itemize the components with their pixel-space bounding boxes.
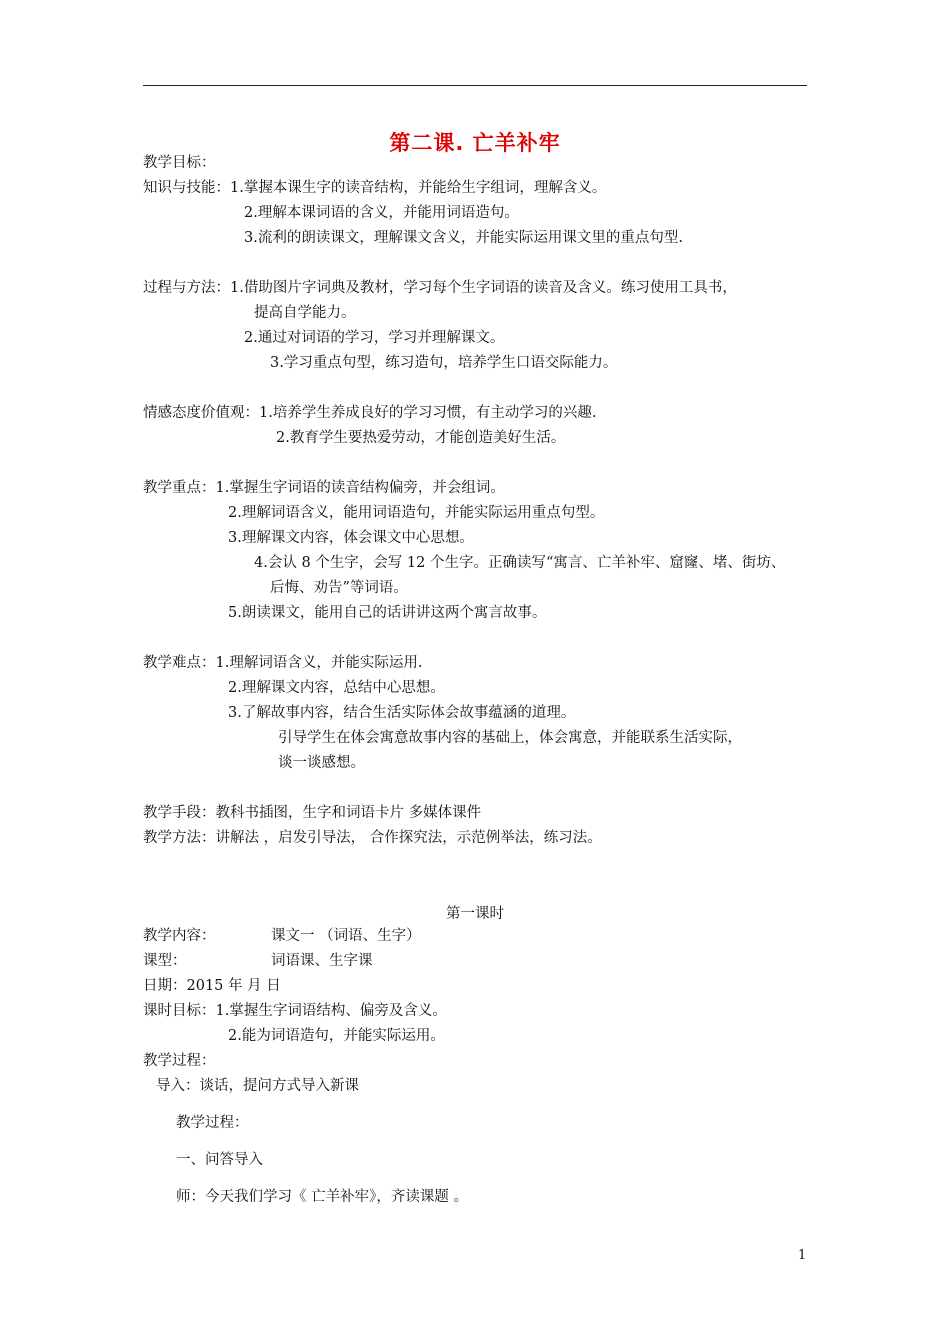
intro-line: 导入：谈话，提问方式导入新课 bbox=[156, 1078, 359, 1094]
emotion-line: 情感态度价值观：1.培养学生养成良好的学习习惯，有主动学习的兴趣. bbox=[143, 405, 597, 421]
content-label: 教学内容： bbox=[143, 928, 216, 944]
difficulty-line: 谈一谈感想。 bbox=[278, 755, 365, 771]
knowledge-line: 知识与技能：1.掌握本课生字的读音结构，并能给生字组词，理解含义。 bbox=[143, 180, 607, 196]
knowledge-line: 2.理解本课词语的含义，并能用词语造句。 bbox=[244, 205, 519, 221]
goal-line: 2.能为词语造句，并能实际运用。 bbox=[228, 1028, 445, 1044]
key-point-line: 教学重点：1.掌握生字词语的读音结构偏旁，并会组词。 bbox=[143, 480, 505, 496]
key-point-line: 2.理解词语含义，能用词语造句，并能实际运用重点句型。 bbox=[228, 505, 605, 521]
difficulty-line: 3.了解故事内容，结合生活实际体会故事蕴涵的道理。 bbox=[228, 705, 576, 721]
process-line: 过程与方法：1.借助图片字词典及教材，学习每个生字词语的读音及含义。练习使用工具书， bbox=[143, 280, 737, 296]
content-value: 课文一 （词语、生字） bbox=[271, 928, 421, 944]
process-heading-2: 教学过程： bbox=[176, 1115, 249, 1131]
page-number: 1 bbox=[798, 1248, 807, 1263]
teaching-methods: 教学方法：讲解法 ，启发引导法， 合作探究法，示范例举法，练习法。 bbox=[143, 830, 602, 846]
process-line: 2.通过对词语的学习，学习并理解课文。 bbox=[244, 330, 505, 346]
goal-line: 课时目标：1.掌握生字词语结构、偏旁及含义。 bbox=[143, 1003, 447, 1019]
type-value: 词语课、生字课 bbox=[271, 953, 373, 969]
key-point-line: 4.会认 8 个生字，会写 12 个生字。正确读写“寓言、亡羊补牢、窟窿、堵、街坊、 bbox=[254, 555, 786, 571]
process-line: 提高自学能力。 bbox=[254, 305, 356, 321]
difficulty-line: 教学难点：1.理解词语含义，并能实际运用. bbox=[143, 655, 423, 671]
key-point-line: 5.朗读课文，能用自己的话讲讲这两个寓言故事。 bbox=[228, 605, 547, 621]
date-line: 日期：2015 年 月 日 bbox=[143, 978, 281, 994]
lesson-heading: 第一课时 bbox=[446, 906, 504, 922]
teacher-line: 师：今天我们学习《 亡羊补牢》，齐读课题 。 bbox=[176, 1189, 468, 1205]
header-rule bbox=[143, 85, 807, 86]
process-line: 3.学习重点句型，练习造句，培养学生口语交际能力。 bbox=[270, 355, 618, 371]
type-label: 课型： bbox=[143, 953, 187, 969]
key-point-line: 后悔、劝告”等词语。 bbox=[270, 580, 408, 596]
objectives-heading: 教学目标： bbox=[143, 155, 216, 171]
knowledge-line: 3.流利的朗读课文，理解课文含义，并能实际运用课文里的重点句型. bbox=[244, 230, 683, 246]
lesson-title: 第二课. 亡羊补牢 bbox=[389, 131, 561, 155]
teaching-means: 教学手段：教科书插图，生字和词语卡片 多媒体课件 bbox=[143, 805, 482, 821]
difficulty-line: 2.理解课文内容，总结中心思想。 bbox=[228, 680, 445, 696]
difficulty-line: 引导学生在体会寓意故事内容的基础上，体会寓意，并能联系生活实际， bbox=[278, 730, 742, 746]
emotion-line: 2.教育学生要热爱劳动，才能创造美好生活。 bbox=[276, 430, 566, 446]
step-heading: 一、问答导入 bbox=[176, 1152, 263, 1168]
key-point-line: 3.理解课文内容，体会课文中心思想。 bbox=[228, 530, 474, 546]
process-heading: 教学过程： bbox=[143, 1053, 216, 1069]
